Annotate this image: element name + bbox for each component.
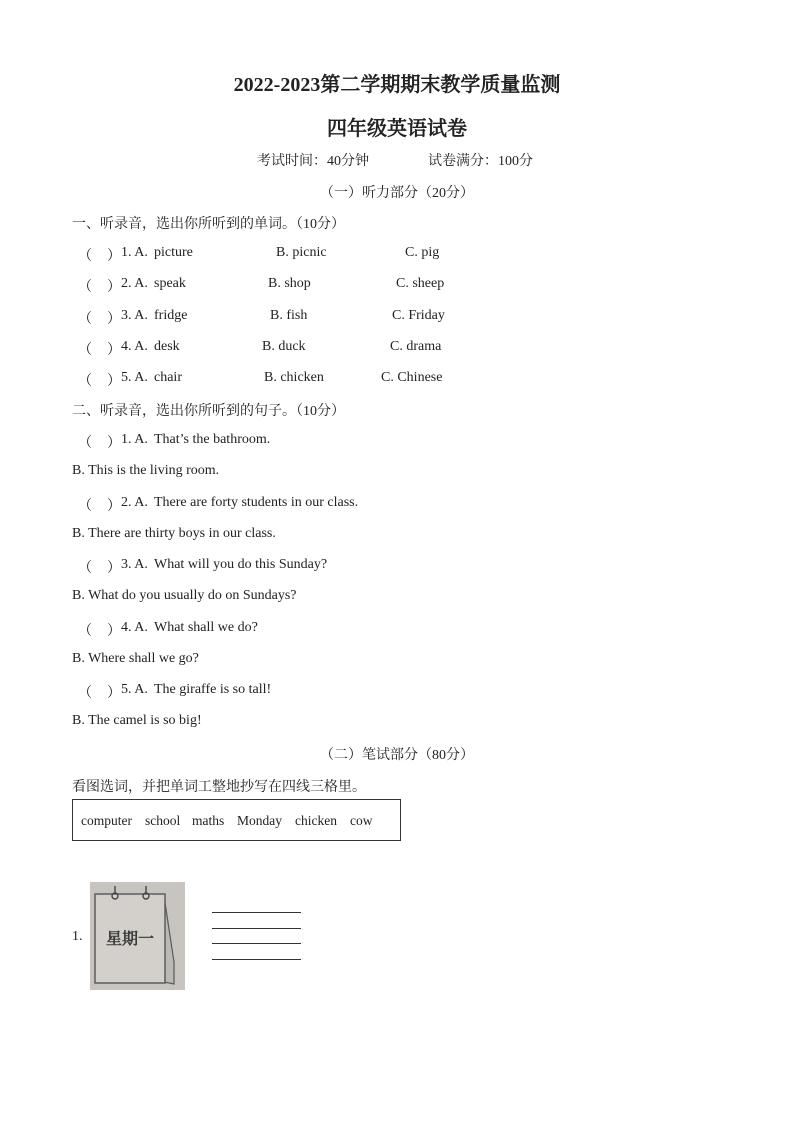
option-b: B. fish — [270, 308, 308, 323]
option-a: picture — [154, 245, 193, 260]
writing-heading: （二）笔试部分（80分） — [320, 748, 474, 763]
option-c: C. pig — [405, 245, 440, 260]
sentence-b: B. Where shall we go? — [72, 651, 199, 666]
answer-bracket-close: ） — [107, 249, 121, 264]
option-b: B. picnic — [276, 245, 327, 260]
word-bank-item: cow — [350, 813, 373, 828]
answer-bracket-close: ） — [107, 499, 121, 514]
answer-bracket-close: ） — [107, 561, 121, 576]
question-number: 1. A. — [121, 432, 148, 447]
question-number: 2. A. — [121, 495, 148, 510]
answer-bracket-open: （ — [78, 561, 92, 576]
option-b: B. chicken — [264, 370, 324, 385]
answer-bracket-close: ） — [107, 280, 121, 295]
writing-question-number: 1. — [72, 929, 83, 944]
exam-title: 2022-2023第二学期期末教学质量监测 — [233, 74, 561, 96]
sentence-a: The giraffe is so tall! — [154, 682, 272, 697]
answer-bracket-close: ） — [107, 343, 121, 358]
word-bank-item: Monday — [237, 813, 282, 828]
word-bank-item: maths — [192, 813, 225, 828]
answer-bracket-open: （ — [78, 280, 92, 295]
exam-subtitle: 四年级英语试卷 — [327, 118, 467, 140]
answer-bracket-close: ） — [107, 624, 121, 639]
calendar-day-text: 星期一 — [105, 929, 154, 948]
full-score: 试卷满分：100分 — [428, 154, 533, 169]
answer-bracket-open: （ — [78, 436, 92, 451]
writing-instruction: 看图选词，并把单词工整地抄写在四线三格里。 — [72, 780, 366, 795]
option-a: speak — [154, 276, 186, 291]
option-b: B. duck — [262, 339, 306, 354]
grid-line — [212, 943, 301, 944]
answer-bracket-close: ） — [107, 686, 121, 701]
answer-bracket-close: ） — [107, 436, 121, 451]
answer-bracket-close: ） — [107, 374, 121, 389]
sentence-b: B. What do you usually do on Sundays? — [72, 588, 297, 603]
answer-bracket-open: （ — [78, 312, 92, 327]
question-number: 3. A. — [121, 308, 148, 323]
option-a: desk — [154, 339, 180, 354]
answer-bracket-close: ） — [107, 312, 121, 327]
answer-bracket-open: （ — [78, 686, 92, 701]
answer-bracket-open: （ — [78, 499, 92, 514]
sentence-b: B. There are thirty boys in our class. — [72, 526, 276, 541]
sentence-a: What shall we do? — [154, 620, 258, 635]
option-b: B. shop — [268, 276, 311, 291]
sentence-a: What will you do this Sunday? — [154, 557, 328, 572]
answer-bracket-open: （ — [78, 249, 92, 264]
word-bank-item: computer — [81, 813, 132, 828]
question-number: 5. A. — [121, 682, 148, 697]
calendar-picture — [90, 882, 185, 990]
option-c: C. Chinese — [381, 370, 443, 385]
question-number: 1. A. — [121, 245, 148, 260]
sentence-a: There are forty students in our class. — [154, 495, 359, 510]
option-a: chair — [154, 370, 182, 385]
question-number: 4. A. — [121, 339, 148, 354]
option-c: C. drama — [390, 339, 442, 354]
sentence-a: That’s the bathroom. — [154, 432, 271, 447]
option-c: C. sheep — [396, 276, 445, 291]
option-a: fridge — [154, 308, 188, 323]
exam-time: 考试时间：40分钟 — [257, 154, 369, 169]
part1-instruction: 一、听录音，选出你所听到的单词。（10分） — [72, 217, 345, 232]
listening-heading: （一）听力部分（20分） — [320, 186, 474, 201]
question-number: 4. A. — [121, 620, 148, 635]
word-bank — [72, 799, 401, 841]
question-number: 2. A. — [121, 276, 148, 291]
part2-instruction: 二、听录音，选出你所听到的句子。（10分） — [72, 404, 345, 419]
question-number: 5. A. — [121, 370, 148, 385]
answer-bracket-open: （ — [78, 624, 92, 639]
grid-line — [212, 928, 301, 929]
answer-bracket-open: （ — [78, 374, 92, 389]
grid-line — [212, 912, 301, 913]
grid-line — [212, 959, 301, 960]
sentence-b: B. This is the living room. — [72, 463, 220, 478]
word-bank-item: school — [145, 813, 181, 828]
sentence-b: B. The camel is so big! — [72, 713, 202, 728]
answer-bracket-open: （ — [78, 343, 92, 358]
question-number: 3. A. — [121, 557, 148, 572]
word-bank-item: chicken — [295, 813, 337, 828]
option-c: C. Friday — [392, 308, 445, 323]
